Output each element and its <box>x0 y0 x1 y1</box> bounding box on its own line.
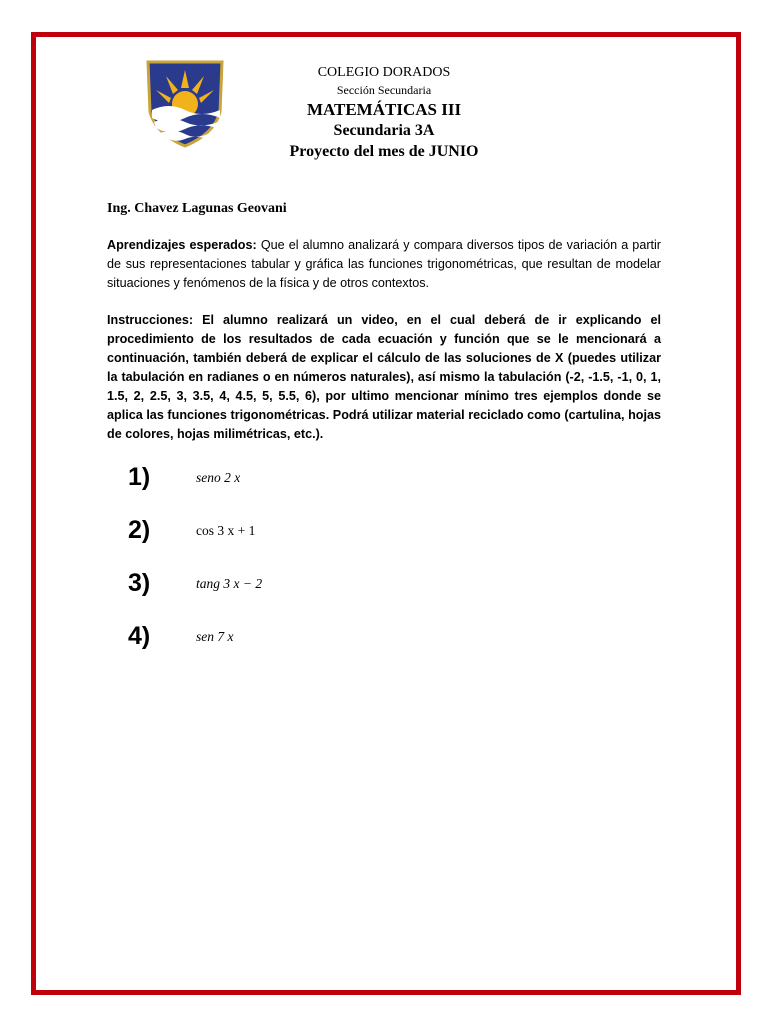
school-crest-icon <box>144 56 226 148</box>
teacher-name: Ing. Chavez Lagunas Geovani <box>107 201 287 216</box>
learning-text: Que el alumno analizará y compara diversos tipos de variación a partir de sus representaciones tabular y gráfica las funciones trigonométricas, que resultan de modelar situaciones y fenómenos de la física y de otros contextos. <box>107 238 662 290</box>
group-title: Secundaria 3A <box>333 122 435 139</box>
exercise-number: 3) <box>128 569 151 597</box>
learning-label: Aprendizajes esperados: <box>107 238 257 252</box>
subject-title: MATEMÁTICAS III <box>306 100 462 119</box>
school-name: COLEGIO DORADOS <box>317 65 451 80</box>
section-name: Sección Secundaria <box>336 83 432 97</box>
project-title: Proyecto del mes de JUNIO <box>289 143 479 160</box>
exercise-expression: seno 2 x <box>196 470 241 485</box>
learning-paragraph <box>107 236 661 293</box>
exercise-expression: sen 7 x <box>196 629 234 644</box>
page-border <box>31 32 741 995</box>
exercise-number: 1) <box>128 463 151 491</box>
exercise-expression: tang 3 x − 2 <box>196 576 263 591</box>
exercise-number: 2) <box>128 516 151 544</box>
exercise-number: 4) <box>128 622 151 650</box>
exercise-expression: cos 3 x + 1 <box>196 523 256 538</box>
instructions-paragraph: Instrucciones: El alumno realizará un video, en el cual deberá de ir explicando el procedimiento de los resultados de cada ecuación y función que se le mencionará a continuación, también deberá de explicar el cálculo de las soluciones de X (puedes utilizar la tabulación en radianes o en números naturales), así mismo la tabulación (-2, -1.5, -1, 0, 1, 1.5, 2, 2.5, 3, 3.5, 4, 4.5, 5, 5.5, 6), por ultimo mencionar mínimo tres ejemplos donde se aplica las funciones trigonométricas. Podrá utilizar material reciclado como (cartulina, hojas de colores, hojas milimétricas, etc.). <box>107 313 661 441</box>
